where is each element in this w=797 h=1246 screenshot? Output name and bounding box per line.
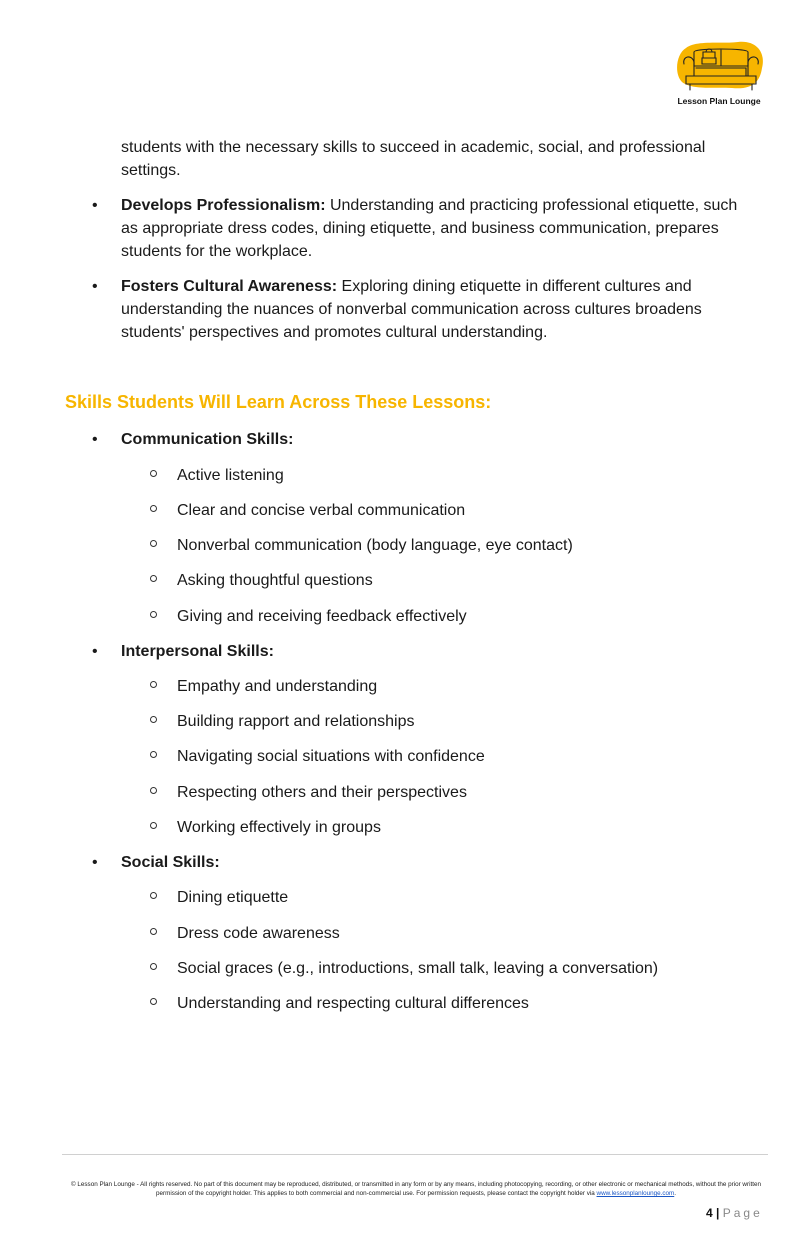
sofa-logo-icon [672,38,766,94]
bullet-title: Develops Professionalism: [121,197,326,214]
website-link[interactable]: www.lessonplanlounge.com [596,1190,675,1197]
list-item: Understanding and respecting cultural differences [177,993,529,1015]
list-item: Building rapport and relationships [177,711,414,733]
circle-bullet-icon [150,822,157,829]
list-item: Navigating social situations with confidence [177,746,485,768]
circle-bullet-icon [150,963,157,970]
logo-text: Lesson Plan Lounge [677,96,761,106]
list-item: Social graces (e.g., introductions, small talk, leaving a conversation) [177,958,658,980]
list-item: Dining etiquette [177,887,288,909]
bullet-icon: • [92,278,98,295]
page-number: 4 | Page [706,1206,763,1220]
category-social [92,852,220,874]
intro-continuation: students with the necessary skills to succeed in academic, social, and professional settings. [121,139,706,179]
circle-bullet-icon [150,575,157,582]
circle-bullet-icon [150,716,157,723]
bullet-icon: • [92,643,98,660]
bullet-icon: • [92,431,98,448]
circle-bullet-icon [150,751,157,758]
list-item: Respecting others and their perspectives [177,782,467,804]
bullet-text: Understanding and practicing professional etiquette, such as appropriate dress codes, dining etiquette, and business communication, prepares students for the workplace. [121,197,738,260]
circle-bullet-icon [150,505,157,512]
category-communication [92,429,294,451]
circle-bullet-icon [150,998,157,1005]
bullet-icon: • [92,854,98,871]
circle-bullet-icon [150,681,157,688]
list-item: Nonverbal communication (body language, eye contact) [177,535,573,557]
bullet-title: Fosters Cultural Awareness: [121,278,338,295]
bullet-professionalism [92,194,751,263]
circle-bullet-icon [150,892,157,899]
bullet-icon: • [92,197,98,214]
circle-bullet-icon [150,787,157,794]
list-item: Working effectively in groups [177,817,381,839]
category-title: Social Skills: [121,854,220,871]
bullet-text: Exploring dining etiquette in different cultures and understanding the nuances of nonverbal communication across cultures broadens students' perspectives and promotes cultural understanding. [121,278,702,341]
footer-copyright: © Lesson Plan Lounge - All rights reserved. No part of this document may be reproduced, distributed, or transmitted in any form or by any means, including photocopying, recording, or other electronic or mechanical methods, without the prior written permission of the copyright holder. This applies to both commercial and non-commercial use. For permission requests, please contact the copyright holder via www.lessonplanlounge.com. [71,1181,761,1197]
category-title: Interpersonal Skills: [121,643,274,660]
list-item: Empathy and understanding [177,676,377,698]
circle-bullet-icon [150,470,157,477]
circle-bullet-icon [150,540,157,547]
category-interpersonal [92,641,274,663]
circle-bullet-icon [150,611,157,618]
circle-bullet-icon [150,928,157,935]
footer-divider [62,1154,768,1155]
list-item: Dress code awareness [177,923,340,945]
logo [672,38,766,106]
section-heading: Skills Students Will Learn Across These Lessons: [65,392,492,412]
category-title: Communication Skills: [121,431,294,448]
list-item: Clear and concise verbal communication [177,500,465,522]
list-item: Active listening [177,465,284,487]
list-item: Asking thoughtful questions [177,570,373,592]
bullet-cultural-awareness [92,275,751,344]
list-item: Giving and receiving feedback effectively [177,606,467,628]
